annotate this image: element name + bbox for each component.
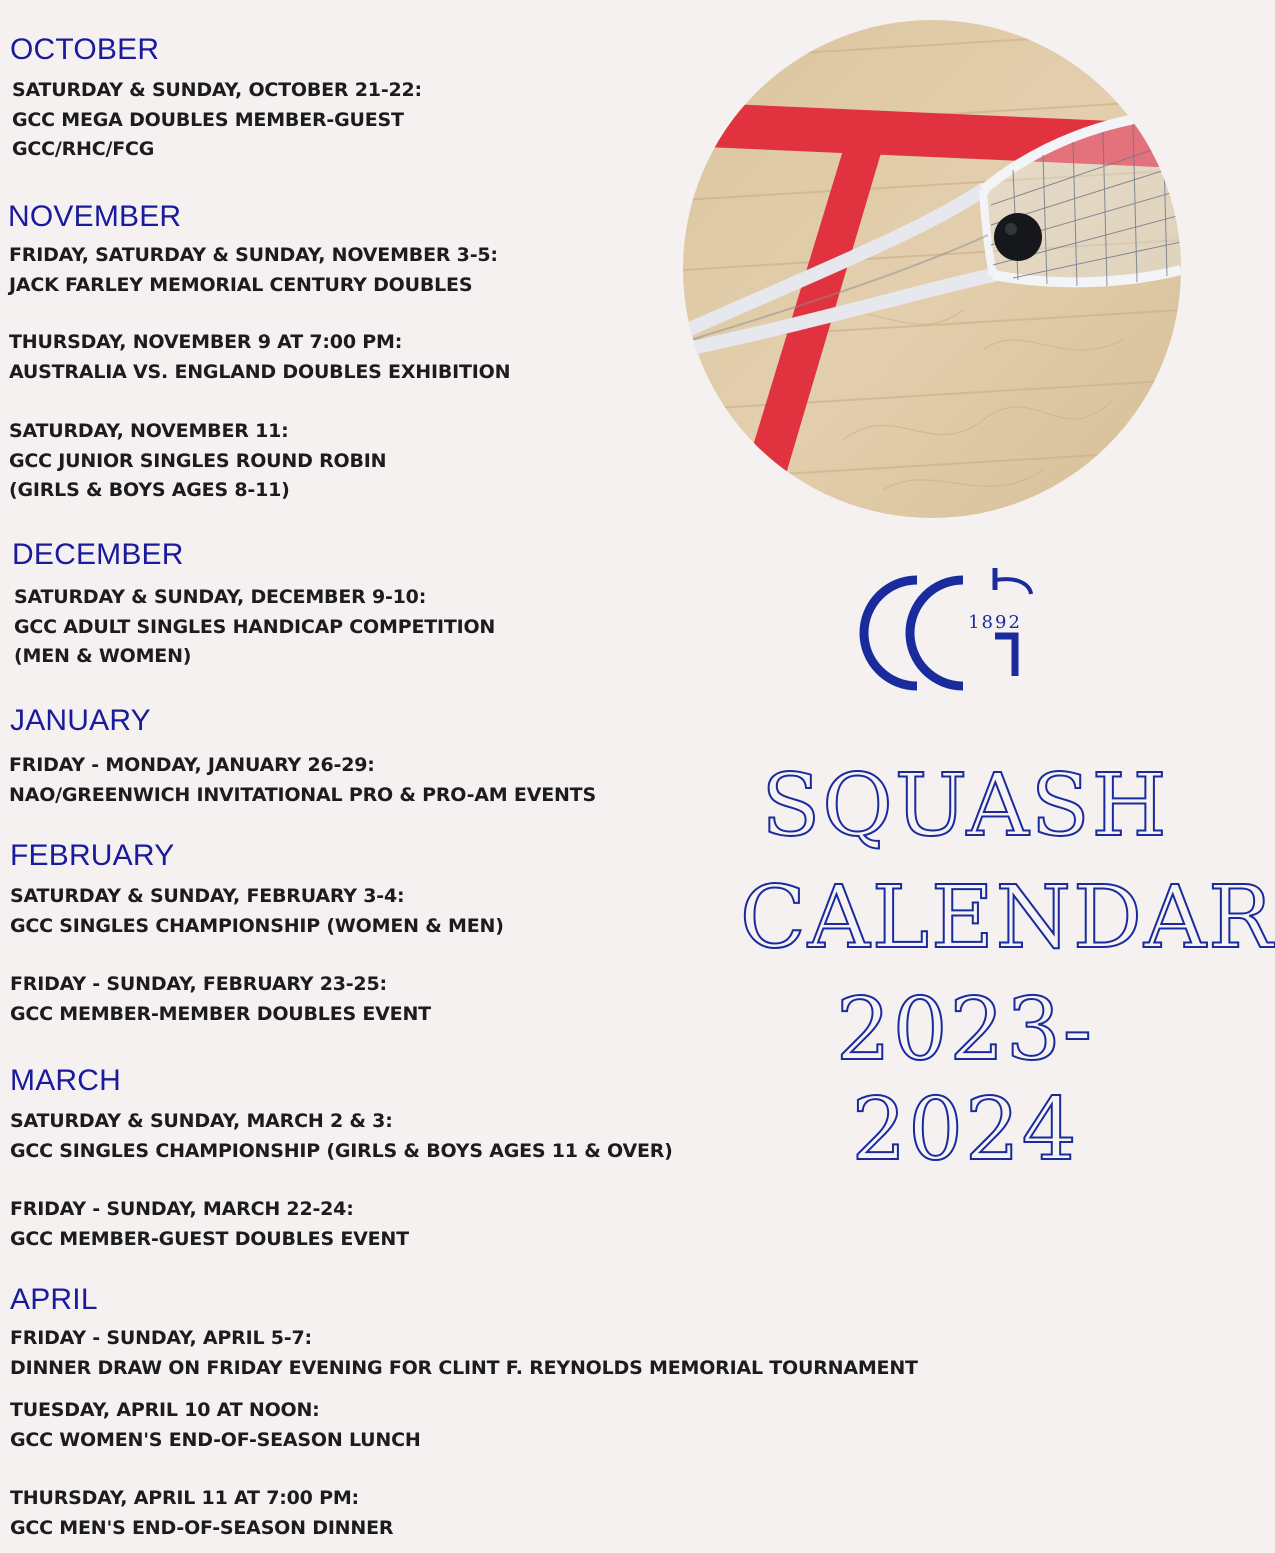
event-date: SATURDAY & SUNDAY, FEBRUARY 3-4:: [10, 885, 405, 907]
event-title: GCC SINGLES CHAMPIONSHIP (WOMEN & MEN): [10, 914, 504, 937]
event-date: SATURDAY & SUNDAY, DECEMBER 9-10:: [14, 586, 427, 608]
event-title: GCC MEMBER-GUEST DOUBLES EVENT: [10, 1227, 409, 1250]
month-heading-april: APRIL: [10, 1283, 98, 1316]
event-detail: (GIRLS & BOYS AGES 8-11): [9, 479, 290, 501]
month-heading-october: OCTOBER: [10, 33, 160, 66]
club-logo: [845, 566, 1040, 701]
event-november-3: [9, 417, 386, 506]
logo-year: 1892: [968, 612, 1022, 633]
month-heading-january: JANUARY: [10, 704, 151, 737]
month-heading-november: NOVEMBER: [8, 200, 182, 233]
event-title: GCC SINGLES CHAMPIONSHIP (GIRLS & BOYS AGES 11 & OVER): [10, 1139, 673, 1162]
event-november-1: [9, 241, 498, 300]
event-november-2: [9, 328, 510, 387]
event-date: FRIDAY, SATURDAY & SUNDAY, NOVEMBER 3-5:: [9, 244, 498, 266]
event-date: TUESDAY, APRIL 10 AT NOON:: [10, 1399, 320, 1421]
event-date: FRIDAY - MONDAY, JANUARY 26-29:: [9, 754, 375, 776]
event-april-2: [10, 1396, 421, 1455]
event-date: THURSDAY, APRIL 11 AT 7:00 PM:: [10, 1487, 359, 1509]
event-date: FRIDAY - SUNDAY, MARCH 22-24:: [10, 1198, 354, 1220]
event-february-1: [10, 882, 504, 941]
event-february-2: [10, 970, 431, 1029]
month-heading-march: MARCH: [10, 1064, 121, 1097]
event-january-1: [9, 751, 596, 810]
event-title: GCC JUNIOR SINGLES ROUND ROBIN: [9, 449, 387, 472]
event-title: NAO/GREENWICH INVITATIONAL PRO & PRO-AM EVENTS: [9, 783, 596, 806]
event-detail: (MEN & WOMEN): [14, 645, 192, 667]
event-date: SATURDAY, NOVEMBER 11:: [9, 420, 289, 442]
title-line-1: SQUASH: [761, 756, 1169, 856]
event-march-1: [10, 1107, 673, 1166]
month-heading-february: FEBRUARY: [10, 839, 175, 872]
title-line-3: 2023-2024: [836, 980, 1094, 1180]
event-title: AUSTRALIA VS. ENGLAND DOUBLES EXHIBITION: [9, 360, 511, 383]
title-line-2: CALENDAR: [740, 868, 1275, 968]
event-march-2: [10, 1195, 409, 1254]
event-april-3: [10, 1484, 393, 1543]
event-title: GCC MEN'S END-OF-SEASON DINNER: [10, 1516, 394, 1539]
event-april-1: [10, 1324, 918, 1383]
event-date: THURSDAY, NOVEMBER 9 AT 7:00 PM:: [9, 331, 403, 353]
event-detail: GCC/RHC/FCG: [12, 138, 155, 160]
month-heading-december: DECEMBER: [12, 538, 184, 571]
event-date: FRIDAY - SUNDAY, APRIL 5-7:: [10, 1327, 312, 1349]
event-october-1: [12, 76, 422, 165]
event-title: GCC MEGA DOUBLES MEMBER-GUEST: [12, 108, 404, 131]
event-date: SATURDAY & SUNDAY, MARCH 2 & 3:: [10, 1110, 393, 1132]
event-title: DINNER DRAW ON FRIDAY EVENING FOR CLINT F. REYNOLDS MEMORIAL TOURNAMENT: [10, 1356, 918, 1379]
event-title: GCC MEMBER-MEMBER DOUBLES EVENT: [10, 1002, 431, 1025]
event-title: GCC ADULT SINGLES HANDICAP COMPETITION: [14, 615, 496, 638]
event-date: SATURDAY & SUNDAY, OCTOBER 21-22:: [12, 79, 422, 101]
event-title: GCC WOMEN'S END-OF-SEASON LUNCH: [10, 1428, 421, 1451]
event-title: JACK FARLEY MEMORIAL CENTURY DOUBLES: [9, 273, 473, 296]
event-december-1: [14, 583, 495, 672]
squash-court-photo: [683, 20, 1181, 518]
event-date: FRIDAY - SUNDAY, FEBRUARY 23-25:: [10, 973, 387, 995]
